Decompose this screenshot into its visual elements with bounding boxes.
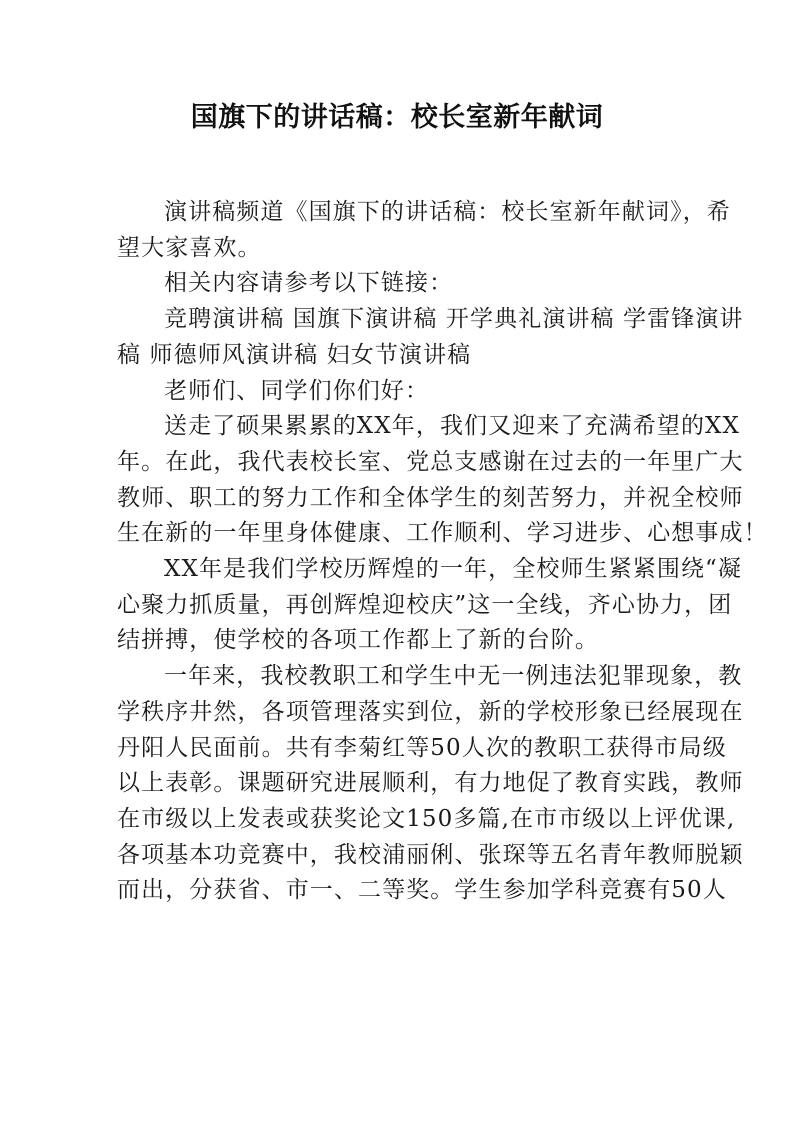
text-line: 各项基本功竞赛中，我校浦丽俐、张琛等五名青年教师脱颖 (117, 841, 744, 868)
text-line: 而出，分获省、市一、二等奖。学生参加学科竞赛有50人 (117, 877, 727, 904)
text-line: 教师、职工的努力工作和全体学生的刻苦努力，并祝全校师 (117, 484, 744, 511)
document-title: 国旗下的讲话稿：校长室新年献词 (190, 102, 604, 133)
text-line: 生在新的一年里身体健康、工作顺利、学习进步、心想事成！ (117, 520, 768, 547)
text-line: 学秩序井然，各项管理落实到位，新的学校形象已经展现在 (117, 698, 744, 725)
document-body (117, 195, 768, 909)
paragraph-related-links (117, 302, 744, 373)
text-line: 结拼搏，使学校的各项工作都上了新的台阶。 (117, 627, 599, 654)
text-line: 心聚力抓质量，再创辉煌迎校庆”这一全线，齐心协力，团 (117, 591, 733, 618)
text-line: 老师们、同学们你们好： (164, 377, 430, 404)
text-line: 一年来，我校教职工和学生中无一例违法犯罪现象，教 (164, 663, 743, 690)
text-line: XX年是我们学校历辉煌的一年，全校师生紧紧围绕“凝 (164, 556, 743, 583)
text-line: 演讲稿频道《国旗下的讲话稿：校长室新年献词》，希 (164, 199, 731, 225)
text-line: 相关内容请参考以下链接： (164, 270, 454, 297)
text-line: 望大家喜欢。 (117, 234, 262, 261)
paragraph-new-year (117, 409, 768, 552)
paragraph-intro (117, 195, 731, 266)
text-line: 送走了硕果累累的XX年，我们又迎来了充满希望的XX (164, 413, 740, 440)
text-line: 在市级以上发表或获奖论文150多篇,在市市级以上评优课, (117, 805, 736, 832)
paragraph-related-links-label (117, 266, 675, 302)
related-links-line: 竞聘演讲稿 国旗下演讲稿 开学典礼演讲稿 学雷锋演讲 (164, 306, 744, 333)
paragraph-greeting (117, 374, 675, 410)
related-links-line: 稿 师德师风演讲稿 妇女节演讲稿 (117, 341, 472, 368)
paragraph-achievements (117, 659, 744, 909)
text-line: 丹阳人民面前。共有李菊红等50人次的教职工获得市局级 (117, 734, 727, 761)
paragraph-glorious-year (117, 552, 743, 659)
text-line: 年。在此，我代表校长室、党总支感谢在过去的一年里广大 (117, 448, 744, 475)
text-line: 以上表彰。课题研究进展顺利，有力地促了教育实践，教师 (117, 770, 744, 797)
